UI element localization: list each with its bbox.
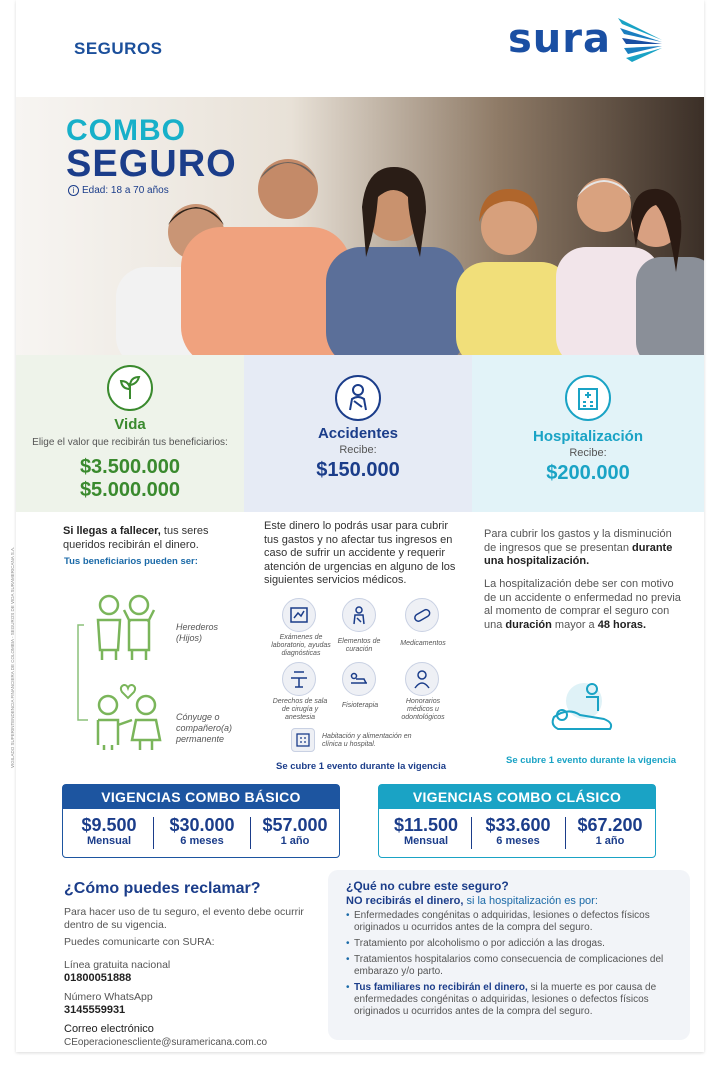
whatsapp-label: Número WhatsApp <box>64 991 153 1003</box>
price-value: $33.600 <box>485 815 551 835</box>
hospital-detail-p2 <box>484 578 684 632</box>
exclusions-list <box>346 910 672 1018</box>
hospital-footer: Se cubre 1 evento durante la vigencia <box>506 755 677 766</box>
price-6-months <box>473 815 563 847</box>
claim-section <box>64 880 334 1049</box>
no-coverage-box <box>328 870 690 1040</box>
service-caption: Fisioterapia <box>341 702 379 709</box>
price-period: 6 meses <box>180 835 224 847</box>
spouse-label: Cónyuge o compañero(a) permanente <box>176 712 233 744</box>
claim-intro: Para hacer uso de tu seguro, el evento debe ocurrir dentro de su vigencia. <box>64 906 304 931</box>
price-period: Mensual <box>403 835 448 847</box>
details-section <box>10 512 704 774</box>
vigencias-clasico-card <box>378 784 656 858</box>
benefit-value: $150.000 <box>316 459 400 481</box>
hospital-p1-text: Para cubrir los gastos y la disminución de ingresos que se presentan <box>484 528 672 554</box>
divider <box>471 817 472 849</box>
whatsapp-number[interactable]: 3145559931 <box>64 1004 126 1016</box>
price-period: 6 meses <box>496 835 540 847</box>
accidentes-detail-text: Este dinero lo podrás usar para cubrir tus gastos y no afectar tus ingresos en caso de sufrir un accidente y requerir atención de urgencias en alguno de los siguientes servicios médicos. <box>264 520 456 586</box>
vida-detail-bold: Si llegas a fallecer, <box>63 525 161 537</box>
price-1-year <box>253 815 337 847</box>
service-caption: Elementos de curación <box>337 638 381 653</box>
person-info-icon: i <box>68 185 79 196</box>
claim-contact-intro: Puedes comunicarte con SURA: <box>64 936 215 948</box>
benefit-vida <box>16 355 244 512</box>
hospital-p2-bold: duración <box>505 618 552 631</box>
surgery-room-icon <box>282 662 316 696</box>
vigencias-basico-card <box>62 784 340 858</box>
claim-title: ¿Cómo puedes reclamar? <box>64 880 261 897</box>
injured-person-icon <box>335 375 381 421</box>
price-monthly <box>69 815 149 847</box>
title-combo: COMBO <box>66 114 186 147</box>
benefit-subtitle: Recibe: <box>339 444 377 456</box>
benefit-value: $200.000 <box>546 462 630 484</box>
benefit-name: Accidentes <box>317 425 399 442</box>
email-address[interactable]: CEoperacionescliente@suramericana.com.co <box>64 1037 268 1048</box>
vida-detail-rest: tus seres queridos recibirán el dinero. <box>63 525 209 551</box>
price-period: 1 año <box>595 835 625 847</box>
benefits-row <box>16 355 704 512</box>
benefit-name: Vida <box>114 416 146 433</box>
price-value: $30.000 <box>169 815 235 835</box>
lead-bold: NO recibirás el dinero, <box>346 895 467 907</box>
hospital-detail-p1 <box>484 528 680 569</box>
lead-rest: si la hospitalización es por: <box>466 895 598 907</box>
list-item: • Tratamiento por alcoholismo o por adicción a las drogas. <box>346 938 672 950</box>
hospital-p2-text: La hospitalización debe ser con motivo de un accidente o enfermedad no previa al momento de comprar el seguro con una <box>484 578 681 631</box>
price-value: $9.500 <box>81 815 137 835</box>
divider <box>153 817 154 849</box>
service-caption: Habitación y alimentación en clínica u hospital. <box>322 733 412 748</box>
benefit-accidentes <box>244 355 472 512</box>
price-6-months <box>157 815 247 847</box>
benefit-subtitle: Recibe: <box>569 447 607 459</box>
price-period: Mensual <box>86 835 131 847</box>
service-caption: Derechos de sala de cirugía y anestesia <box>272 698 328 721</box>
benefit-subtitle: Elige el valor que recibirán tus beneficiarios: <box>32 437 228 448</box>
benefit-name: Hospitalización <box>532 428 644 445</box>
benefit-hospitalizacion <box>472 355 704 512</box>
flyer-page <box>10 0 704 1052</box>
price-value: $57.000 <box>262 815 328 835</box>
header <box>16 0 704 97</box>
divider <box>565 817 566 849</box>
beneficiaries-label: Tus beneficiarios pueden ser: <box>64 556 198 567</box>
list-item <box>346 982 672 1018</box>
service-caption: Honorarios médicos u odontológicos <box>401 698 445 721</box>
hospital-p1-bold: durante una hospitalización. <box>484 541 673 567</box>
lab-exams-icon <box>282 598 316 632</box>
logo-text: sura <box>508 16 612 62</box>
price-monthly <box>383 815 469 847</box>
brand-label: SEGUROS <box>74 39 163 58</box>
benefit-value-2: $5.000.000 <box>79 479 181 501</box>
price-period: 1 año <box>280 835 310 847</box>
service-caption: Exámenes de laboratorio, ayudas diagnósticas <box>271 634 331 657</box>
benefit-value-1: $3.500.000 <box>79 456 181 478</box>
price-value: $67.200 <box>577 815 643 835</box>
age-text: Edad: 18 a 70 años <box>82 185 169 196</box>
phone-number[interactable]: 01800051888 <box>64 972 132 984</box>
logo-wings-icon <box>616 14 666 66</box>
price-1-year <box>567 815 653 847</box>
title-seguro: SEGURO <box>66 143 237 185</box>
first-aid-icon <box>342 598 376 632</box>
phone-label: Línea gratuita nacional <box>64 959 171 971</box>
list-item: • Tratamientos hospitalarios como consecuencia de complicaciones del embarazo y/o parto. <box>346 954 672 978</box>
service-caption: Medicamentos <box>400 640 446 647</box>
doctor-icon <box>405 662 439 696</box>
email-label: Correo electrónico <box>64 1023 154 1035</box>
hospital-room-icon <box>291 728 315 752</box>
medicines-icon <box>405 598 439 632</box>
hospital-p2-mid: mayor a <box>551 618 598 631</box>
sura-logo <box>508 14 668 66</box>
divider <box>250 817 251 849</box>
hospital-p2-bold2: 48 horas. <box>597 618 647 631</box>
vida-detail-text <box>63 525 243 552</box>
hero-banner <box>16 97 704 355</box>
accidentes-footer: Se cubre 1 evento durante la vigencia <box>276 761 447 772</box>
plant-icon <box>107 365 153 411</box>
list-item-bold: Tus familiares no recibirán el dinero, <box>354 982 528 993</box>
hospital-icon <box>565 375 611 421</box>
price-value: $11.500 <box>393 815 459 835</box>
side-legal-text: VIGILADO SUPERINTENDENCIA FINANCIERA DE COLOMBIA - SEGUROS DE VIDA SURAMERICANA S.A. <box>10 546 15 768</box>
list-item-rest: si la muerte es por causa de enfermedades congénitas o adquiridas, lesiones o defectos físicos originados u ocurridos antes de la compra del seguro. <box>354 982 657 1017</box>
vigencias-title: VIGENCIAS COMBO CLÁSICO <box>379 785 655 809</box>
no-coverage-title: ¿Qué no cubre este seguro? <box>346 879 509 893</box>
heirs-label: Herederos (Hijos) <box>176 622 219 643</box>
hospital-bed-icon <box>548 677 620 739</box>
no-coverage-lead <box>346 895 672 907</box>
vigencias-title: VIGENCIAS COMBO BÁSICO <box>63 785 339 809</box>
physiotherapy-icon <box>342 662 376 696</box>
list-item: • Enfermedades congénitas o adquiridas, lesiones o defectos físicos originados u ocurridos antes de la compra del seguro. <box>346 910 672 934</box>
age-range <box>68 185 169 196</box>
